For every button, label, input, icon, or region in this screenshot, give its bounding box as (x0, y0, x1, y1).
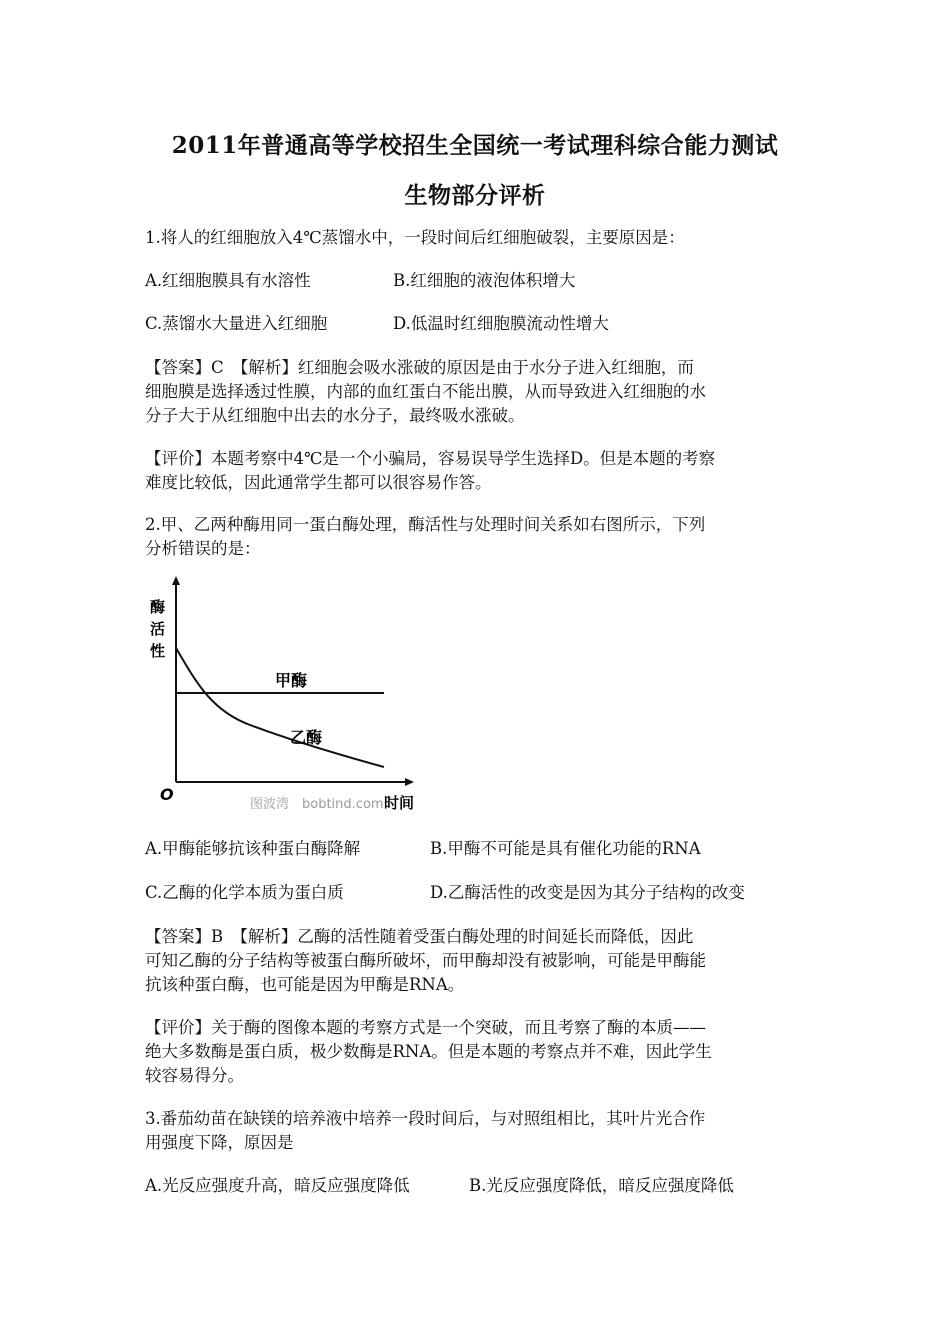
q3-option-a: A.光反应强度升高，暗反应强度降低 (145, 1176, 410, 1195)
q1-comment-line: 难度比较低，因此通常学生都可以很容易作答。 (145, 473, 492, 492)
q1-option-a: A.红细胞膜具有水溶性 (145, 271, 311, 290)
q2-answer-line: 抗该种蛋白酶，也可能是因为甲酶是RNA。 (145, 975, 465, 994)
q1-option-c: C.蒸馏水大量进入红细胞 (145, 314, 328, 333)
q3-stem-line: 用强度下降，原因是 (145, 1133, 294, 1152)
q2-option-d: D.乙酶活性的改变是因为其分子结构的改变 (430, 883, 745, 902)
q1-answer-line: 【答案】C 【解析】红细胞会吸水涨破的原因是由于水分子进入红细胞，而 (145, 358, 694, 377)
q1-comment-line: 【评价】本题考察中4℃是一个小骗局，容易误导学生选择D。但是本题的考察 (145, 449, 716, 468)
origin-label: O (160, 785, 174, 804)
jia-enzyme-label: 甲酶 (275, 671, 308, 690)
watermark-text: 图波湾 bobtind.com (250, 797, 384, 812)
yi-enzyme-label: 乙酶 (290, 728, 323, 747)
q1-option-b: B.红细胞的液泡体积增大 (393, 271, 576, 290)
q2-option-a: A.甲酶能够抗该种蛋白酶降解 (145, 839, 361, 858)
q1-stem: 1.将人的红细胞放入4℃蒸馏水中，一段时间后红细胞破裂，主要原因是： (145, 228, 685, 247)
q2-comment-line: 【评价】关于酶的图像本题的考察方式是一个突破，而且考察了酶的本质—— (145, 1018, 706, 1037)
q3-stem-line: 3.番茄幼苗在缺镁的培养液中培养一段时间后，与对照组相比，其叶片光合作 (145, 1109, 706, 1128)
q3-option-b: B.光反应强度降低，暗反应强度降低 (469, 1176, 734, 1195)
yi-enzyme-curve (176, 648, 384, 767)
q1-option-d: D.低温时红细胞膜流动性增大 (393, 314, 609, 333)
q2-stem-line: 2.甲、乙两种酶用同一蛋白酶处理，酶活性与处理时间关系如右图所示，下列 (145, 515, 706, 534)
q1-answer-line: 分子大于从红细胞中出去的水分子，最终吸水涨破。 (145, 406, 525, 425)
y-axis-label-char: 性 (150, 642, 166, 660)
q2-comment-line: 较容易得分。 (145, 1066, 244, 1085)
y-axis-label-char: 酶 (150, 598, 166, 616)
enzyme-activity-diagram (140, 570, 440, 820)
q2-answer-line: 可知乙酶的分子结构等被蛋白酶所破坏，而甲酶却没有被影响，可能是甲酶能 (145, 951, 706, 970)
document-subtitle: 生物部分评析 (404, 182, 546, 209)
q2-comment-line: 绝大多数酶是蛋白质，极少数酶是RNA。但是本题的考察点并不难，因此学生 (145, 1042, 712, 1061)
x-axis-label: 时间 (384, 794, 415, 812)
q2-option-c: C.乙酶的化学本质为蛋白质 (145, 883, 344, 902)
q2-option-b: B.甲酶不可能是具有催化功能的RNA (430, 839, 701, 858)
q2-answer-line: 【答案】B 【解析】乙酶的活性随着受蛋白酶处理的时间延长而降低，因此 (145, 927, 694, 946)
q2-stem-line: 分析错误的是： (145, 539, 261, 558)
document-title: 2011年普通高等学校招生全国统一考试理科综合能力测试 (171, 132, 779, 159)
y-axis-label-char: 活 (150, 620, 166, 638)
q1-answer-line: 细胞膜是选择透过性膜，内部的血红蛋白不能出膜，从而导致进入红细胞的水 (145, 382, 706, 401)
enzyme-activity-figure (140, 570, 440, 824)
